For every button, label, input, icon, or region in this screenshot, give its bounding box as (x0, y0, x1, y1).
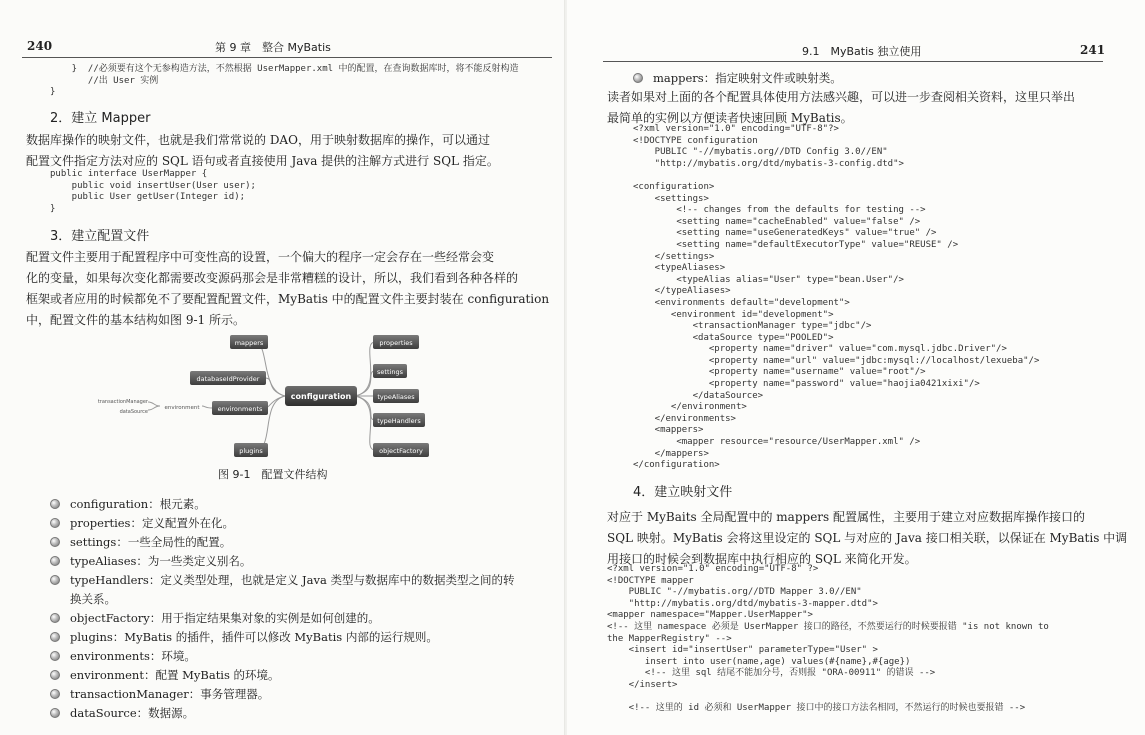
code-line: <!DOCTYPE configuration (633, 135, 758, 146)
bullet-desc: 环境。 (161, 649, 196, 663)
list-item: objectFactory：用于指定结果集对象的实例是如何创建的。 (50, 609, 514, 628)
code-line: <!-- 这里 namespace 必须是 UserMapper 接口的路径，不然要运行的时候要报错 "is not known to (607, 621, 1049, 632)
list-item: typeHandlers：定义类型处理，也就是定义 Java 类型与数据库中的数据类型之间的转 换关系。 (50, 571, 514, 609)
code-block-config-xml (633, 124, 1039, 472)
code-line: "http://mybatis.org/dtd/mybatis-3-config.dtd"> (654, 158, 904, 169)
code-line: <transactionManager type="jdbc"/> (692, 321, 872, 332)
bullet-desc: 指定映射文件或映射类。 (715, 71, 842, 85)
code-line: <mapper namespace="Mapper.UserMapper"> (607, 610, 813, 621)
bullet-desc: 用于指定结果集对象的实例是如何创建的。 (161, 611, 380, 625)
code-line: </settings> (654, 251, 715, 262)
bullet-desc: 定义类型处理，也就是定义 Java 类型与数据库中的数据类型之间的转 (160, 573, 515, 587)
code-line: </typeAliases> (654, 286, 731, 297)
section-heading-mapping-file: 4．建立映射文件 (633, 485, 733, 500)
code-line: } (50, 87, 56, 98)
bullet-mappers: mappers：指定映射文件或映射类。 (633, 70, 842, 86)
diagram-node-settings: settings (377, 368, 403, 376)
bullet-dot (50, 689, 60, 699)
code-line: <!-- 这里 sql 结尾不能加分号，否则报 "ORA-00911" 的错误 --> (644, 668, 936, 679)
bullet-desc: 数据源。 (148, 706, 195, 720)
code-line: <property name="username" value="root"/> (708, 367, 926, 378)
code-line: PUBLIC "-//mybatis.org//DTD Config 3.0//EN" (654, 147, 888, 158)
bullet-desc: 根元素。 (159, 497, 206, 511)
bullet-desc: 为一些类定义别名。 (147, 554, 252, 568)
code-line: <property name="password" value="haojia0421xixi"/> (708, 379, 980, 390)
bullet-desc: 配置 MyBatis 的环境。 (155, 668, 280, 682)
bullet-dot (50, 708, 60, 718)
code-line: <property name="driver" value="com.mysql.jdbc.Driver"/> (708, 344, 1007, 355)
bullet-desc: MyBatis 的插件，插件可以修改 MyBatis 内部的运行规则。 (124, 630, 438, 644)
list-item: configuration：根元素。 (50, 495, 514, 514)
bullet-term: properties (70, 516, 131, 530)
bullet-term: environments (70, 649, 150, 663)
code-line: the MapperRegistry" --> (607, 633, 732, 644)
list-item: environment：配置 MyBatis 的环境。 (50, 666, 514, 685)
header-rule (603, 61, 1103, 62)
bullet-dot (50, 518, 60, 528)
code-block-user-end (50, 64, 518, 99)
list-item: plugins：MyBatis 的插件，插件可以修改 MyBatis 内部的运行规则。 (50, 628, 514, 647)
bullet-desc: 事务管理器。 (200, 687, 270, 701)
diagram-node-databaseidprovider: databaseIdProvider (196, 375, 260, 383)
bullet-term: mappers (653, 71, 704, 85)
code-line: </environments> (654, 413, 736, 424)
list-item: typeAliases：为一些类定义别名。 (50, 552, 514, 571)
list-item: properties：定义配置外在化。 (50, 514, 514, 533)
code-line: <setting name="defaultExecutorType" value="REUSE" /> (676, 239, 959, 250)
code-line: <setting name="cacheEnabled" value="false" /> (676, 216, 921, 227)
intro-paragraph (607, 87, 1102, 129)
code-line: insert into user(name,age) values(#{name},#{age}) (644, 656, 911, 667)
bullet-term: typeAliases (70, 554, 137, 568)
code-line: </environment> (670, 402, 747, 413)
paragraph-line: 最简单的实例以方便读者快速回顾 MyBatis。 (607, 111, 853, 125)
code-line: <settings> (654, 193, 709, 204)
bullet-dot (50, 613, 60, 623)
diagram-node-datasource: dataSource (119, 409, 148, 415)
code-line: <setting name="useGeneratedKeys" value="true" /> (676, 228, 937, 239)
code-line: <environment id="development"> (670, 309, 834, 320)
diagram-node-objectfactory: objectFactory (379, 447, 423, 455)
paragraph-line: 对应于 MyBaits 全局配置中的 mappers 配置属性，主要用于建立对应数据库操作接口的 (607, 510, 1086, 524)
diagram-node-plugins: plugins (239, 447, 263, 455)
bullet-dot (50, 499, 60, 509)
code-line: <?xml version="1.0" encoding="UTF-8"?> (633, 124, 839, 134)
bullet-term: configuration (70, 497, 149, 511)
code-line: "http://mybatis.org/dtd/mybatis-3-mapper.dtd"> (628, 598, 878, 609)
paragraph-line: 读者如果对上面的各个配置具体使用方法感兴趣，可以进一步查阅相关资料，这里只举出 (607, 90, 1076, 104)
diagram-center-configuration: configuration (290, 392, 352, 401)
paragraph-line: 配置文件主要用于配置程序中可变性高的设置，一个偏大的程序一定会存在一些经常会变 (26, 250, 495, 264)
bullet-term: dataSource (70, 706, 137, 720)
code-line: <?xml version="1.0" encoding="UTF-8" ?> (607, 564, 819, 574)
code-line: <mappers> (654, 425, 704, 436)
list-item: dataSource：数据源。 (50, 704, 514, 723)
bullet-desc: 定义配置外在化。 (141, 516, 234, 530)
bullet-term: environment (70, 668, 144, 682)
diagram-node-typealiases: typeAliases (377, 393, 415, 401)
paragraph-line: 中，配置文件的基本结构如图 9-1 所示。 (26, 313, 245, 327)
list-item: environments：环境。 (50, 647, 514, 666)
config-element-list (50, 495, 514, 723)
code-block-user-mapper (50, 169, 256, 215)
diagram-node-typehandlers: typeHandlers (377, 417, 421, 425)
code-line: <environments default="development"> (654, 297, 850, 308)
code-line: <mapper resource="resource/UserMapper.xml" /> (676, 437, 921, 448)
code-line: <typeAliases> (654, 263, 726, 274)
code-line: PUBLIC "-//mybatis.org//DTD Mapper 3.0//EN" (628, 587, 862, 598)
page-number: 241 (1080, 43, 1106, 57)
left-page (0, 0, 566, 735)
right-page (567, 0, 1145, 735)
code-line: <dataSource type="POOLED"> (692, 332, 834, 343)
bullet-term: transactionManager (70, 687, 189, 701)
diagram-node-environment: environment (164, 405, 200, 411)
diagram-node-mappers: mappers (234, 339, 264, 347)
paragraph-line: 化的变量，如果每次变化都需要改变源码那会是非常糟糕的设计，所以，我们看到各种各样的 (26, 271, 519, 285)
code-line: public User getUser(Integer id); (71, 192, 246, 203)
code-line: <typeAlias alias="User" type="bean.User"/> (676, 274, 904, 285)
diagram-node-environments: environments (217, 405, 263, 413)
code-line: <insert id="insertUser" parameterType="User" > (628, 645, 878, 656)
code-line: </insert> (628, 679, 678, 690)
bullet-term: settings (70, 535, 117, 549)
section-heading-mapper: 2．建立 Mapper (50, 111, 151, 126)
section-paragraph-config (26, 247, 550, 331)
list-item: settings：一些全局性的配置。 (50, 533, 514, 552)
paragraph-line: 框架或者应用的时候都免不了要配置配置文件，MyBatis 中的配置文件主要封装在 configuration (26, 292, 550, 306)
paragraph-line: 数据库操作的映射文件，也就是我们常常说的 DAO，用于映射数据库的操作，可以通过 (26, 133, 490, 147)
code-line: } (50, 203, 56, 214)
bullet-dot (50, 670, 60, 680)
code-line: <!DOCTYPE mapper (607, 575, 694, 586)
bullet-term: plugins (70, 630, 113, 644)
section-heading-config: 3．建立配置文件 (50, 229, 150, 244)
code-line: <!-- 这里的 id 必须和 UserMapper 接口中的接口方法名相同，不然运行的时候也要报错 --> (607, 703, 1026, 714)
list-item: transactionManager：事务管理器。 (50, 685, 514, 704)
code-line: </configuration> (633, 460, 720, 471)
bullet-term: typeHandlers (70, 573, 149, 587)
code-line: <!-- changes from the defaults for testing --> (676, 205, 926, 216)
section-paragraph-mapping-file (607, 507, 1128, 570)
header-rule (22, 57, 552, 58)
paragraph-line: 配置文件指定方法对应的 SQL 语句或者直接使用 Java 提供的注解方式进行 SQL 指定。 (26, 154, 499, 168)
code-line: public void insertUser(User user); (71, 180, 256, 191)
diagram-node-properties: properties (379, 339, 413, 347)
code-block-mapper-xml (607, 564, 1049, 715)
bullet-dot (50, 575, 60, 585)
bullet-term: objectFactory (70, 611, 150, 625)
bullet-desc: 一些全局性的配置。 (127, 535, 232, 549)
code-line: </mappers> (654, 448, 709, 459)
figure-caption: 图 9-1 配置文件结构 (218, 468, 328, 481)
bullet-dot (50, 537, 60, 547)
paragraph-line: SQL 映射。MyBatis 会将这里设定的 SQL 与对应的 Java 接口相关联，以保证在 MyBatis 中调 (607, 531, 1128, 545)
running-header: 9.1 MyBatis 独立使用 (802, 45, 922, 58)
page-number: 240 (27, 39, 53, 53)
code-line: </dataSource> (692, 390, 764, 401)
diagram-node-transactionmanager: transactionManager (97, 399, 148, 405)
paragraph-line: 用接口的时候会到数据库中执行相应的 SQL 来简化开发。 (607, 552, 917, 566)
running-header: 第 9 章 整合 MyBatis (215, 41, 331, 54)
bullet-desc-continued: 换关系。 (70, 592, 116, 606)
code-line: public interface UserMapper { (50, 169, 208, 179)
section-paragraph-mapper (26, 130, 546, 172)
bullet-dot (50, 632, 60, 642)
code-line: } //必须要有这个无参构造方法，不然根据 UserMapper.xml 中的配置，在查询数据库时，将不能反射构造 (71, 64, 519, 74)
config-structure-diagram (90, 330, 450, 460)
code-line: <configuration> (633, 181, 715, 192)
bullet-dot (633, 73, 643, 83)
bullet-dot (50, 651, 60, 661)
code-line: <property name="url" value="jdbc:mysql://localhost/lexueba"/> (708, 355, 1040, 366)
bullet-dot (50, 556, 60, 566)
code-line: //出 User 实例 (87, 75, 159, 86)
